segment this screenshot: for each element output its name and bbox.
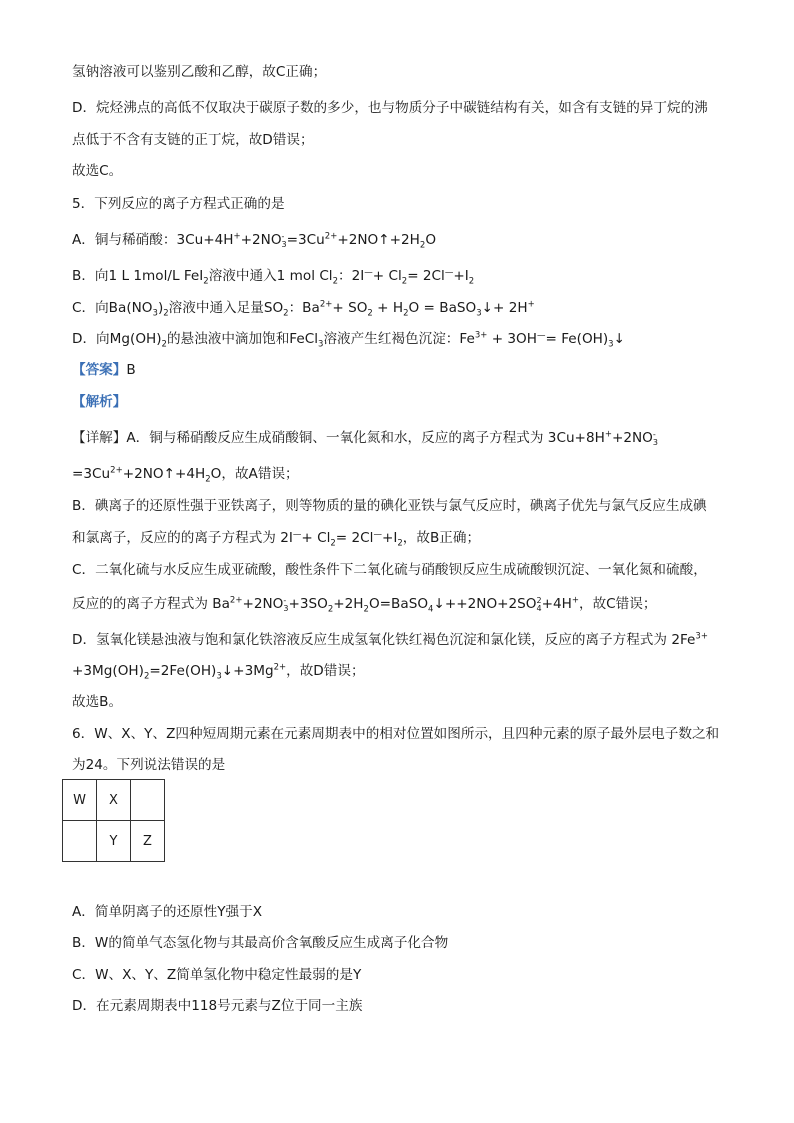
q4-d-explanation-line2: 点低于不含有支链的正丁烷，故D错误； [72, 132, 314, 148]
q5-option-a: A．铜与稀硝酸：3Cu+4H++2NO - 3 $=3Cu^{2+}+2NO↑+2H_2O$ [72, 231, 437, 251]
cell-y: Y [97, 821, 131, 862]
q5-explanation-b-line1: B．碘离子的还原性强于亚铁离子，则等物质的量的碘化亚铁与氯气反应时，碘离子优先与氯气反应生成碘 [72, 498, 707, 514]
q5-stem: 5．下列反应的离子方程式正确的是 [72, 196, 285, 212]
q5-explanation-d-line2: $+3Mg(OH)_2=2Fe(OH)_3↓+3Mg^{2+}$，故D错误； [72, 662, 365, 682]
q6-option-c: C．W、X、Y、Z简单氢化物中稳定性最弱的是Y [72, 967, 362, 983]
q6-option-d: D．在元素周期表中118号元素与Z位于同一主族 [72, 998, 363, 1014]
cell-empty-bottom-left [63, 821, 97, 862]
answer-value: B [126, 362, 136, 378]
q5-option-b: B．向1 L 1mol/L FeI$_2$溶液中通入1 mol $Cl_2$：$2I^—+ Cl_2= 2Cl^—+I_2$ [72, 267, 475, 287]
q5-explanation-d-line1: D．氢氧化镁悬浊液与饱和氯化铁溶液反应生成氢氧化铁红褐色沉淀和氯化镁，反应的离子方程式为 $2Fe^{3+}$ [72, 631, 708, 648]
cell-x: X [97, 780, 131, 821]
q5-final-choice: 故选B。 [72, 694, 123, 710]
q5-answer [72, 360, 136, 380]
q4-final-choice: 故选C。 [72, 163, 123, 179]
q5-analysis-heading: 【解析】 [72, 394, 127, 410]
q5-explanation-b-line2: 和氯离子，反应的的离子方程式为 $2I^—+ Cl_2= 2Cl^—+I_2$，故B正确； [72, 529, 481, 549]
q5-option-d: D．向$Mg(OH)_2$的悬浊液中滴加饱和FeCl$_3$溶液产生红褐色沉淀：$Fe^{3+} + 3OH^—=$ $Fe(OH)_3↓$ [72, 330, 625, 350]
q5-explanation-a-line2: $=3Cu^{2+}+2NO↑+4H_2O$，故A错误； [72, 465, 299, 485]
q5-explanation-a-line1: 【详解】A．铜与稀硝酸反应生成硝酸铜、一氧化氮和水，反应的离子方程式为 3Cu+8H++2NO - 3 [72, 429, 658, 447]
q6-stem-line1: 6．W、X、Y、Z四种短周期元素在元素周期表中的相对位置如图所示，且四种元素的原子最外层电子数之和 [72, 726, 720, 742]
cell-z: Z [131, 821, 165, 862]
q5-explanation-c-line1: C．二氧化硫与水反应生成亚硫酸，酸性条件下二氧化硫与硝酸钡反应生成硫酸钡沉淀、一氧化氮和硫酸， [72, 562, 707, 578]
answer-label: 【答案】 [72, 362, 127, 378]
cell-w: W [63, 780, 97, 821]
q6-option-b: B．W的简单气态氢化物与其最高价含氧酸反应生成离子化合物 [72, 935, 449, 951]
q4-c-conclusion: 氢钠溶液可以鉴别乙酸和乙醇，故C正确； [72, 64, 327, 80]
q5-explanation-c-line2: 反应的的离子方程式为 $Ba^{2+}+2NO$ - 3 $+3SO_2+2H_2O=BaSO_4↓++2NO+2SO$ 2 4 +4H+，故C错误； [72, 595, 657, 615]
q5-option-c: C．向$Ba(NO_3)_2$溶液中通入足量$SO_2$：$Ba^{2+}+ SO_2 + H_2O$ = BaSO$_3$↓+ 2H+ [72, 299, 535, 319]
periodic-table-fragment [62, 779, 165, 862]
q6-stem-line2: 为24。下列说法错误的是 [72, 757, 226, 773]
q4-d-explanation-line1: D．烷烃沸点的高低不仅取决于碳原子数的多少，也与物质分子中碳链结构有关，如含有支链的异丁烷的沸 [72, 100, 708, 116]
q6-option-a: A．简单阴离子的还原性Y强于X [72, 904, 263, 920]
cell-empty-top-right [131, 780, 165, 821]
